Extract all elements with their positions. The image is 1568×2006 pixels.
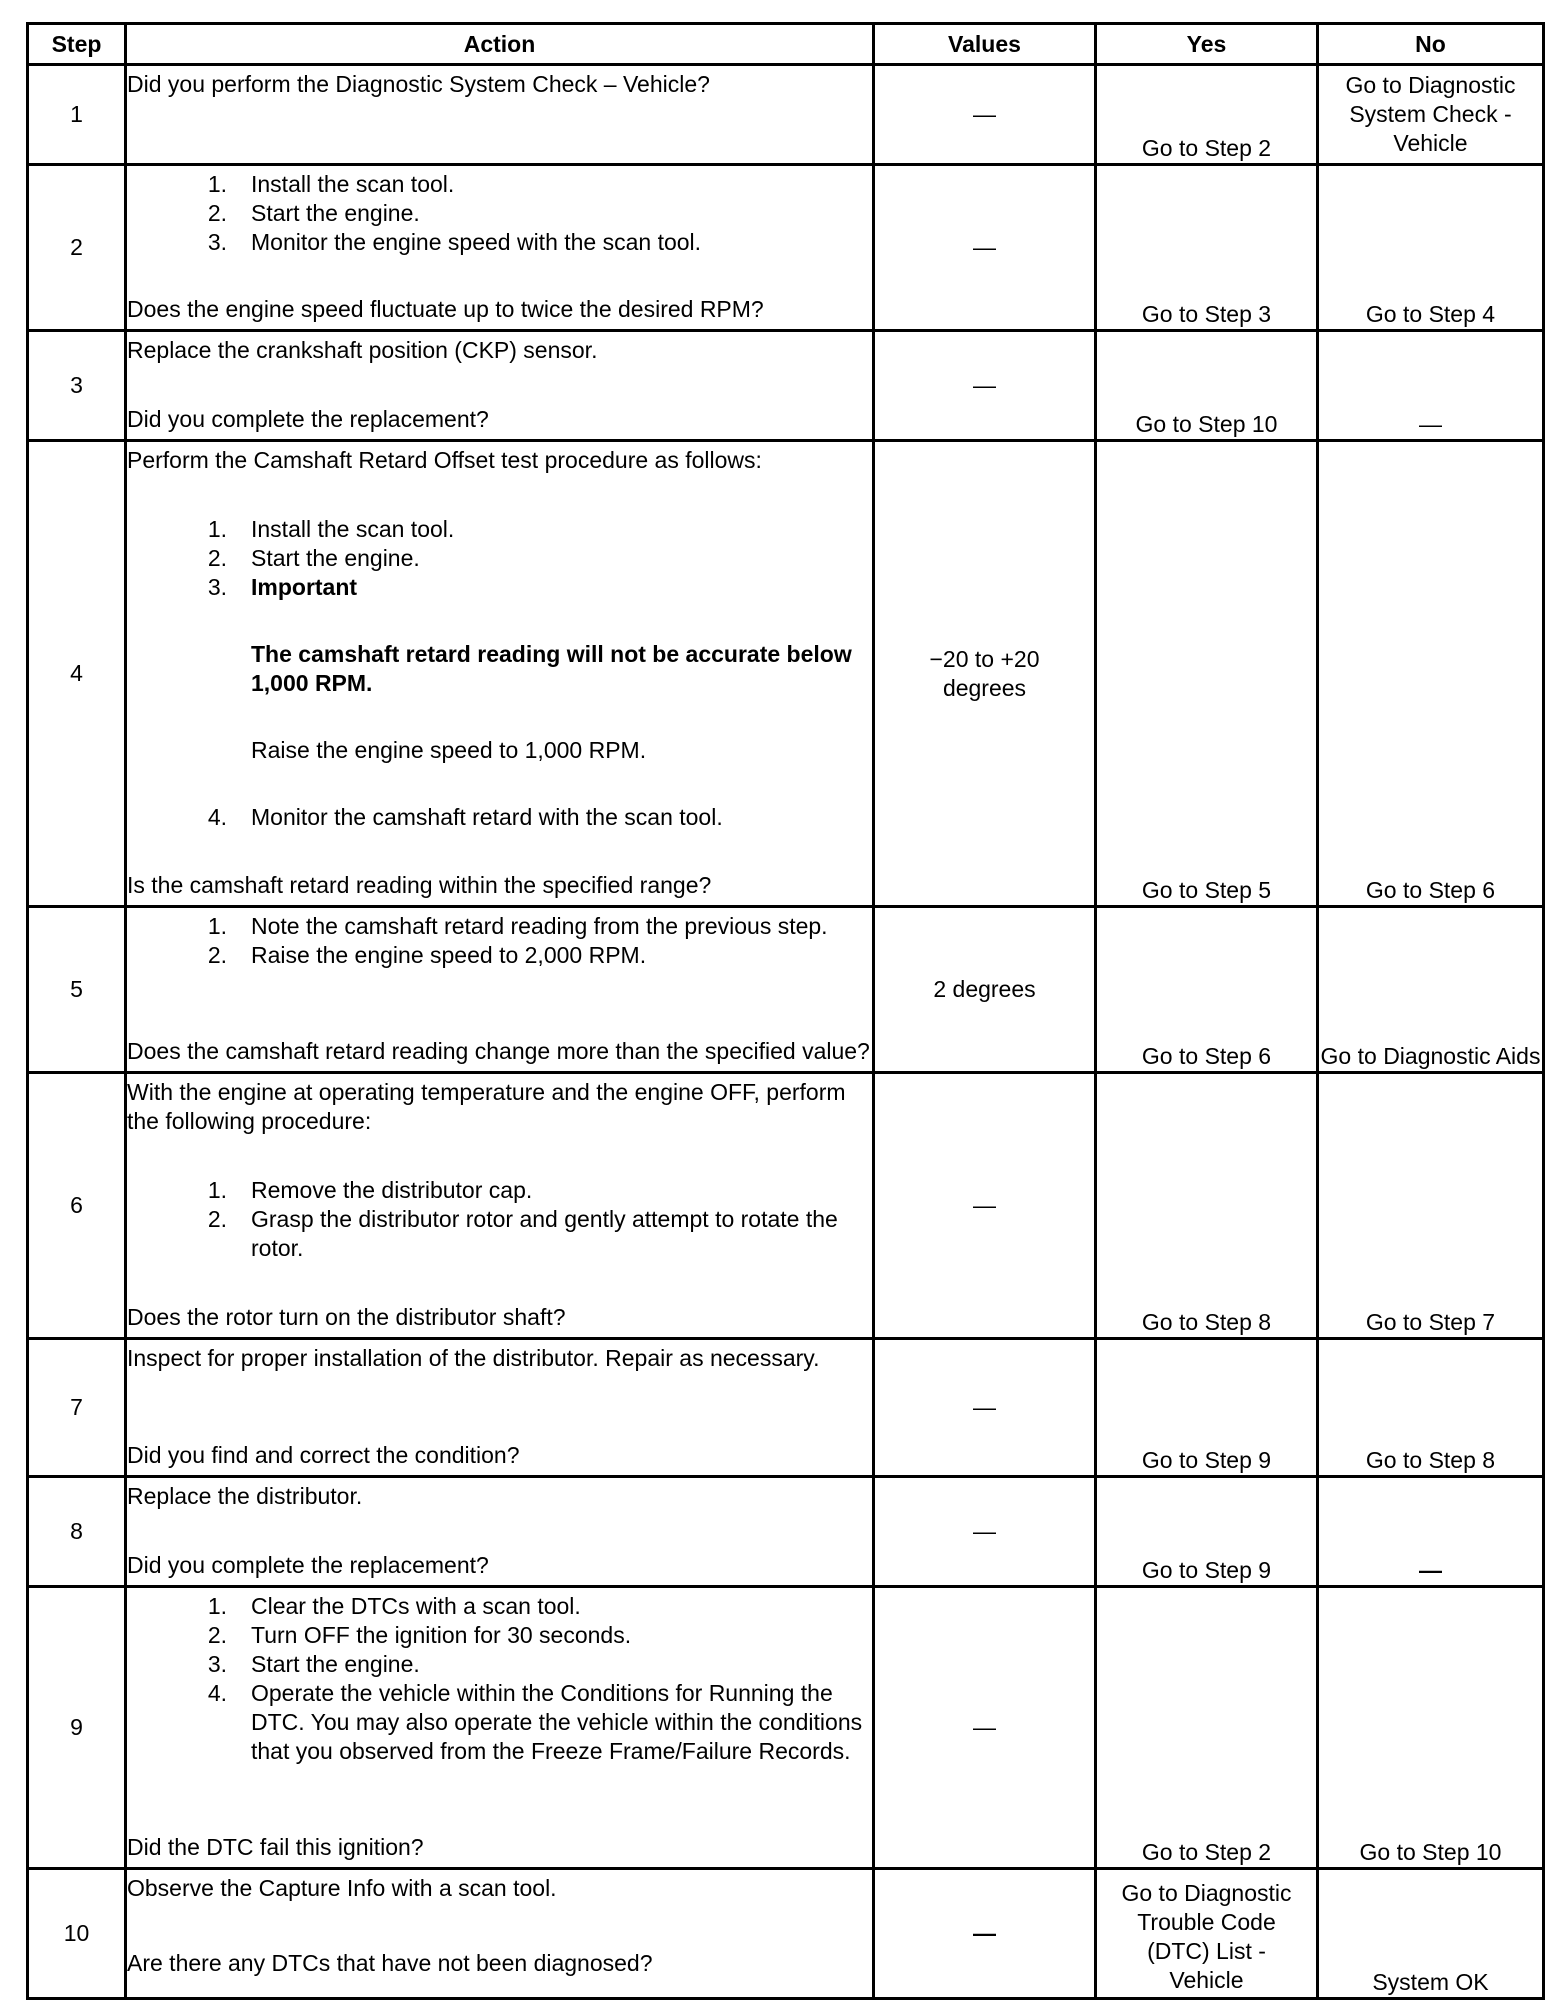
list-item: 2. Start the engine. [207,545,420,571]
list-item: 4. Monitor the camshaft retard with the scan tool. [207,804,723,830]
table-row [28,907,1544,1073]
no-cell: Go to Diagnostic Aids [1318,907,1544,1073]
yes-cell: Go to Step 2 [1096,65,1318,165]
action-question: Is the camshaft retard reading within the specified range? [127,872,712,898]
values-cell: — [874,1477,1096,1587]
values-cell: −20 to +20 degrees [874,441,1096,907]
no-cell: Go to Diagnostic System Check - Vehicle [1318,65,1544,165]
header-step: Step [28,24,126,65]
header-action: Action [126,24,874,65]
table-row [28,165,1544,331]
no-cell: Go to Step 8 [1318,1339,1544,1477]
list-item: 1. Install the scan tool. [207,171,455,197]
yes-cell: Go to Step 9 [1096,1477,1318,1587]
action-cell [126,165,874,331]
list-item: 1. Remove the distributor cap. [207,1177,533,1203]
values-cell: — [874,1339,1096,1477]
list-item: 2. Start the engine. [207,200,420,226]
action-question: Did you complete the replacement? [127,1552,489,1578]
important-followup: Raise the engine speed to 1,000 RPM. [251,737,647,763]
action-cell [126,441,874,907]
list-item: 1. Clear the DTCs with a scan tool. [207,1593,581,1619]
values-cell: — [874,1869,1096,1999]
table-row [28,1477,1544,1587]
yes-cell: Go to Step 3 [1096,165,1318,331]
action-question: Does the camshaft retard reading change more than the specified value? [127,1038,870,1064]
table-row [28,331,1544,441]
action-question: Does the engine speed fluctuate up to twice the desired RPM? [127,296,764,322]
step-number: 8 [28,1477,126,1587]
header-row [28,24,1544,65]
procedure-list [127,515,872,832]
step-number: 10 [28,1869,126,1999]
action-intro: Replace the distributor. [127,1483,363,1509]
action-cell [126,907,874,1073]
table-row [28,1073,1544,1339]
no-cell: — [1318,1477,1544,1587]
no-cell: Go to Step 7 [1318,1073,1544,1339]
procedure-list [127,1592,872,1766]
step-number: 7 [28,1339,126,1477]
action-intro: Did you perform the Diagnostic System Check – Vehicle? [127,71,710,97]
step-number: 9 [28,1587,126,1869]
values-cell: — [874,165,1096,331]
diagnostic-table-container [26,22,1542,2000]
table-row [28,1587,1544,1869]
action-intro: With the engine at operating temperature and the engine OFF, perform the following procedure: [127,1079,846,1134]
list-item: 3. Start the engine. [207,1651,420,1677]
header-yes: Yes [1096,24,1318,65]
action-cell [126,65,874,165]
action-question: Did you find and correct the condition? [127,1442,520,1468]
procedure-list [127,1176,872,1263]
action-cell [126,1339,874,1477]
action-cell [126,1587,874,1869]
list-item: 2. Grasp the distributor rotor and gently attempt to rotate the rotor. [207,1206,838,1261]
no-cell: Go to Step 10 [1318,1587,1544,1869]
step-number: 4 [28,441,126,907]
step-number: 3 [28,331,126,441]
header-no: No [1318,24,1544,65]
yes-cell: Go to Step 8 [1096,1073,1318,1339]
yes-cell: Go to Step 2 [1096,1587,1318,1869]
procedure-list [127,170,872,257]
values-cell: — [874,1587,1096,1869]
important-label: Important [251,574,358,600]
table-row [28,65,1544,165]
action-question: Does the rotor turn on the distributor shaft? [127,1304,566,1330]
no-cell: Go to Step 4 [1318,165,1544,331]
step-number: 2 [28,165,126,331]
yes-cell: Go to Step 9 [1096,1339,1318,1477]
list-item: 1. Note the camshaft retard reading from the previous step. [207,913,828,939]
list-item: 4. Operate the vehicle within the Conditions for Running the DTC. You may also operate the vehicle within the conditions that you observed from the Freeze Frame/Failure Records. [207,1680,863,1764]
list-item: 1. Install the scan tool. [207,516,455,542]
action-intro: Replace the crankshaft position (CKP) sensor. [127,337,598,363]
header-values: Values [874,24,1096,65]
step-number: 5 [28,907,126,1073]
diagnostic-table [26,22,1545,2000]
no-cell: System OK [1318,1869,1544,1999]
yes-cell: Go to Diagnostic Trouble Code (DTC) List - Vehicle [1096,1869,1318,1999]
action-cell [126,1869,874,1999]
action-question: Are there any DTCs that have not been diagnosed? [127,1950,653,1976]
list-item: 2. Turn OFF the ignition for 30 seconds. [207,1622,632,1648]
list-item: 3. Important The camshaft retard reading will not be accurate below 1,000 RPM. Raise the engine speed to 1,000 RPM. [127,573,872,765]
values-cell: — [874,65,1096,165]
no-cell: Go to Step 6 [1318,441,1544,907]
list-item: 3. Monitor the engine speed with the scan tool. [207,229,702,255]
action-intro: Inspect for proper installation of the distributor. Repair as necessary. [127,1345,820,1371]
step-number: 1 [28,65,126,165]
values-cell: — [874,1073,1096,1339]
table-row [28,1339,1544,1477]
no-cell: — [1318,331,1544,441]
procedure-list [127,912,872,970]
action-cell [126,1477,874,1587]
table-row [28,1869,1544,1999]
yes-cell: Go to Step 5 [1096,441,1318,907]
action-intro: Perform the Camshaft Retard Offset test procedure as follows: [127,447,762,473]
action-question: Did you complete the replacement? [127,406,489,432]
important-note: The camshaft retard reading will not be accurate below 1,000 RPM. [251,641,852,696]
yes-cell: Go to Step 10 [1096,331,1318,441]
table-row [28,441,1544,907]
step-number: 6 [28,1073,126,1339]
action-question: Did the DTC fail this ignition? [127,1834,424,1860]
action-cell [126,331,874,441]
values-cell: — [874,331,1096,441]
values-cell: 2 degrees [874,907,1096,1073]
action-intro: Observe the Capture Info with a scan tool. [127,1875,557,1901]
action-cell [126,1073,874,1339]
list-item: 2. Raise the engine speed to 2,000 RPM. [207,942,647,968]
yes-cell: Go to Step 6 [1096,907,1318,1073]
